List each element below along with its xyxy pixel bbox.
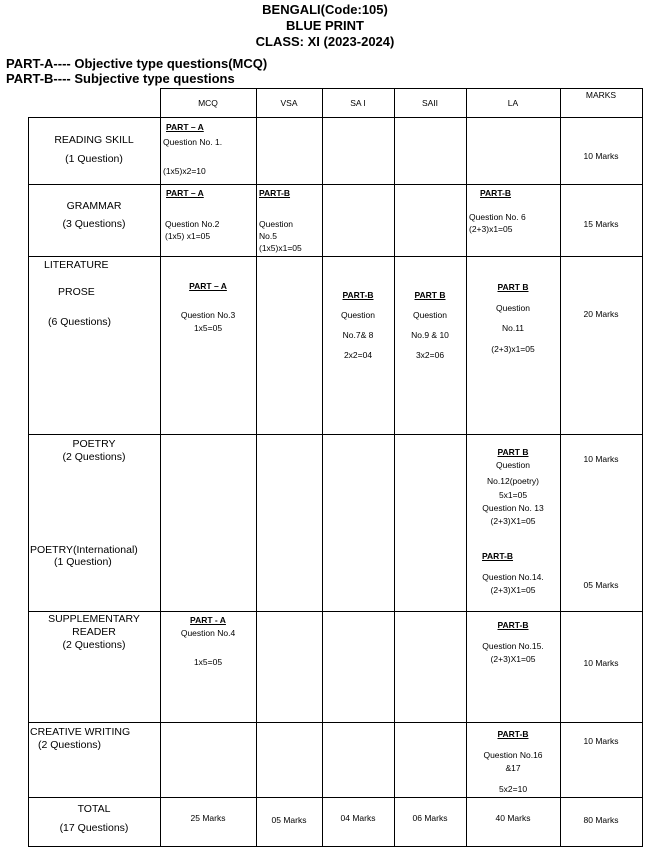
question-ref: Question No.3 [180,310,236,320]
part-label: PART B [497,282,529,292]
row-marks-international: 05 Marks [583,580,619,590]
part-label: PART-B [482,551,514,561]
question-ref: Question [412,310,448,320]
total-marks: 80 Marks [583,815,619,825]
row-subtitle: (2 Questions) [62,639,126,651]
question-ref: Question [340,310,376,320]
doc-subject-title: BENGALI(Code:105) [262,2,388,17]
part-label: PART – A [166,122,204,132]
marks-formula: (1x5)x2=10 [163,166,206,176]
part-label: PART – A [166,188,204,198]
col-header-la: LA [507,98,519,108]
total-vsa: 05 Marks [271,815,307,825]
row-title: READING SKILL [54,134,134,146]
marks-formula: (2+3)x1=05 [469,224,513,234]
part-label: PART-B [259,188,291,198]
question-ref: Question No.15. [482,641,544,651]
question-ref: Question No.16 [483,750,543,760]
part-label: PART B [497,447,529,457]
question-ref: Question No. 13 [482,503,544,513]
row-title-line2: READER [72,626,116,638]
row-subtitle: (3 Questions) [62,218,126,230]
marks-formula: 5x2=10 [498,784,528,794]
question-ref: No.7& 8 [342,330,374,340]
question-ref: Question No.2 [165,219,220,229]
row-subtitle: (2 Questions) [62,451,126,463]
doc-blue-print-title: BLUE PRINT [286,18,364,33]
question-ref: &17 [505,763,521,773]
part-label: PART - A [190,615,226,625]
row-title: POETRY [72,438,116,450]
marks-formula: (1x5)x1=05 [259,243,302,253]
row-title: SUPPLEMENTARY [48,613,140,625]
row-title: CREATIVE WRITING [30,726,131,738]
total-sa2: 06 Marks [412,813,448,823]
question-ref: Question No.4 [180,628,236,638]
row-marks: 10 Marks [583,736,619,746]
row-title: GRAMMAR [66,200,122,212]
row-subtitle: (17 Questions) [59,822,129,834]
marks-formula: (2+3)x1=05 [491,344,535,354]
total-la: 40 Marks [495,813,531,823]
part-b-legend: PART-B---- Subjective type questions [6,71,235,86]
question-ref: Question No. 6 [469,212,526,222]
question-ref: No.5 [259,231,277,241]
row-title: TOTAL [77,803,111,815]
row-marks: 20 Marks [583,309,619,319]
part-label: PART-B [497,620,529,630]
total-mcq: 25 Marks [190,813,226,823]
part-label: PART-B [480,188,512,198]
row-marks: 10 Marks [583,151,619,161]
col-header-vsa: VSA [280,98,298,108]
question-ref: No.9 & 10 [411,330,449,340]
question-ref: Question [259,219,294,229]
row-subtitle-international: (1 Question) [54,556,112,568]
marks-formula: 5x1=05 [498,490,528,500]
marks-formula: (2+3)X1=05 [490,516,536,526]
row-subtitle: (1 Question) [65,153,123,165]
question-ref: Question No.14. [482,572,544,582]
marks-formula: 1x5=05 [193,657,223,667]
doc-class-title: CLASS: XI (2023-2024) [255,34,395,49]
marks-formula: 2x2=04 [343,350,373,360]
row-marks: 15 Marks [583,219,619,229]
row-subtitle: (6 Questions) [48,316,112,328]
row-marks: 10 Marks [583,658,619,668]
section-heading: LITERATURE [44,259,109,271]
marks-formula: (1x5) x1=05 [165,231,211,241]
part-label: PART – A [189,281,227,291]
col-header-marks: MARKS [585,90,617,100]
part-a-legend: PART-A---- Objective type questions(MCQ) [6,56,268,71]
total-sa1: 04 Marks [340,813,376,823]
marks-formula: 1x5=05 [193,323,223,333]
part-label: PART-B [497,729,529,739]
row-subtitle: (2 Questions) [38,739,102,751]
col-header-sa2: SAII [421,98,439,108]
row-title: PROSE [58,286,95,298]
marks-formula: (2+3)X1=05 [490,585,536,595]
question-ref: Question [495,303,531,313]
col-header-mcq: MCQ [198,98,218,108]
row-marks: 10 Marks [583,454,619,464]
question-ref: Question No. 1. [163,137,223,147]
part-label: PART-B [342,290,374,300]
marks-formula: (2+3)X1=05 [490,654,536,664]
question-ref: Question [495,460,531,470]
question-ref: No.12(poetry) [487,476,539,486]
row-title-international: POETRY(International) [30,544,138,556]
col-header-sa1: SA I [350,98,366,108]
part-label: PART B [414,290,446,300]
marks-formula: 3x2=06 [415,350,445,360]
question-ref: No.11 [501,323,525,333]
